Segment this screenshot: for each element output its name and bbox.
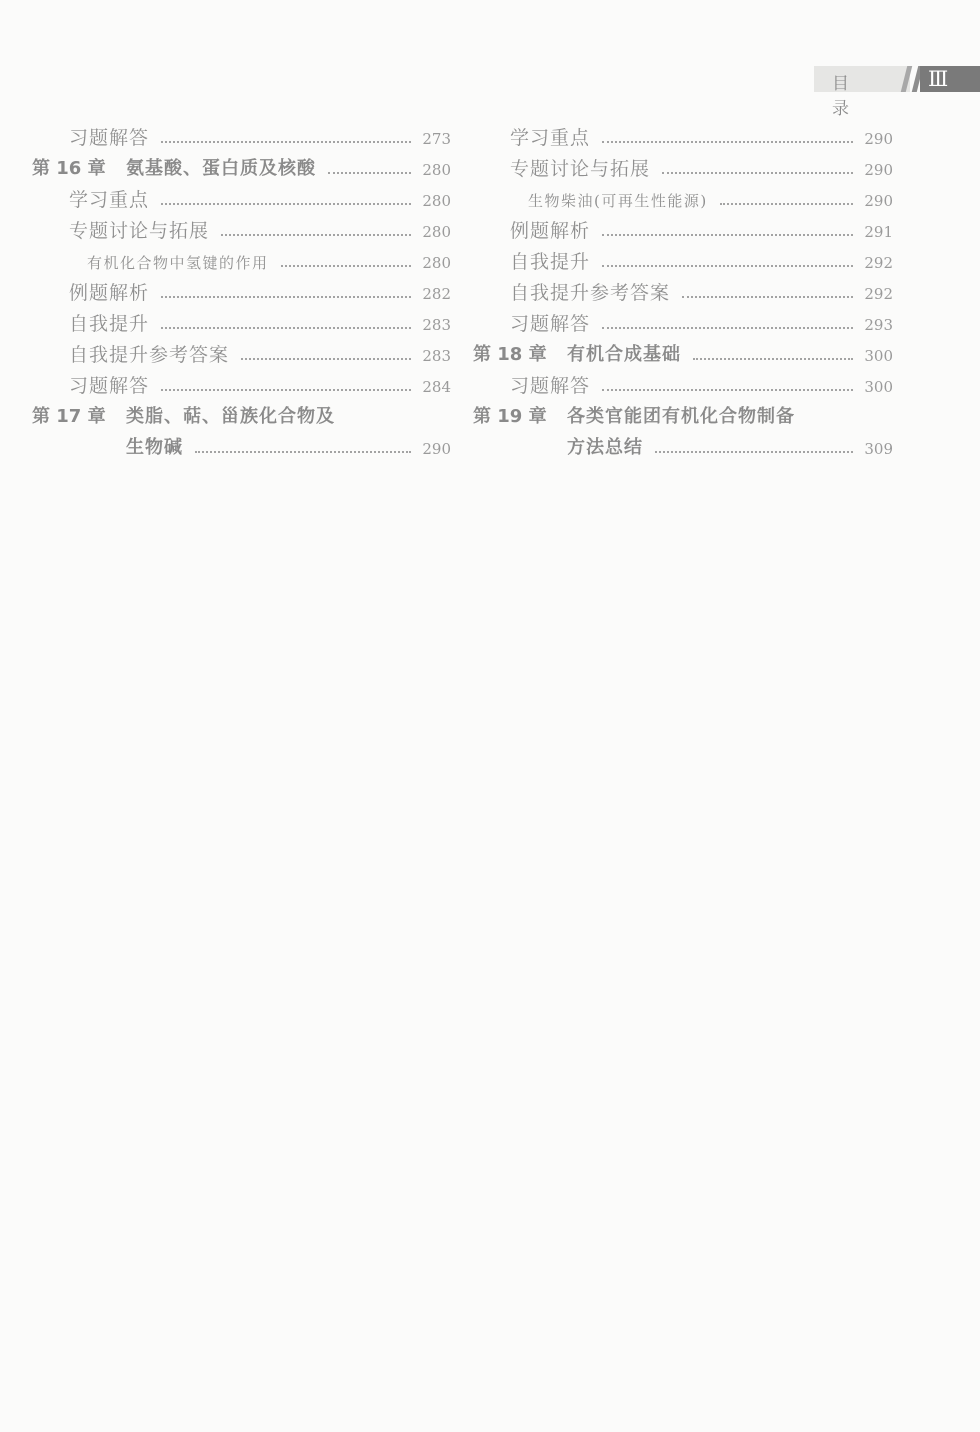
toc-entry[interactable] [473,151,893,182]
dot-leader [241,358,411,360]
dot-leader [161,203,411,205]
toc-subentry[interactable] [32,244,451,275]
dot-leader [602,141,853,143]
chapter-number: 第 17 章 [32,406,106,427]
toc-entry[interactable] [473,275,893,306]
toc-entry-title: 习题解答 [510,375,591,397]
toc-entry-title: 方法总结 [567,437,643,458]
toc-entry-title: 习题解答 [69,127,150,149]
section-label: 目 录 [832,74,867,119]
toc-entry[interactable] [473,306,893,337]
dot-leader [655,451,853,453]
dot-leader [161,296,411,298]
toc-entry-title: 习题解答 [69,375,150,397]
dot-leader [662,172,853,174]
toc-entry[interactable] [32,120,451,151]
toc-page-number: 280 [422,161,451,179]
toc-column-left [32,120,451,461]
toc-entry-title: 专题讨论与拓展 [510,158,651,180]
dot-leader [281,265,411,267]
toc-entry-title: 各类官能团有机化合物制备 [567,406,795,427]
toc-page-number: 280 [422,192,451,210]
toc-entry-title: 氨基酸、蛋白质及核酸 [126,158,316,179]
toc-entry-title: 自我提升 [69,313,150,335]
toc-entry-title: 有机化合物中氢键的作用 [87,254,269,272]
dot-leader [161,389,411,391]
toc-page-number: 280 [422,254,451,272]
toc-page-number: 292 [864,254,893,272]
toc-page-number: 273 [422,130,451,148]
toc-page-number: 300 [864,347,893,365]
toc-entry-title: 专题讨论与拓展 [69,220,210,242]
toc-page-number: 290 [422,440,451,458]
toc-page-number: 280 [422,223,451,241]
dot-leader [161,327,411,329]
toc-entry-title: 有机合成基础 [567,344,681,365]
toc-subentry[interactable] [473,182,893,213]
dot-leader [161,141,411,143]
toc-chapter[interactable] [473,399,893,430]
toc-entry-title: 习题解答 [510,313,591,335]
toc-entry[interactable] [473,244,893,275]
toc-entry-title: 类脂、萜、甾族化合物及 [126,406,335,427]
chapter-number: 第 16 章 [32,158,106,179]
toc-entry-title: 自我提升参考答案 [510,282,671,304]
toc-entry-title: 生物柴油(可再生性能源) [528,192,708,210]
page-number-box [920,66,980,92]
page-header [814,66,980,119]
dot-leader [602,327,853,329]
toc-column-right [473,120,893,461]
toc-entry[interactable] [32,368,451,399]
toc-page-number: 300 [864,378,893,396]
toc-entry-title: 生物碱 [126,437,183,458]
toc-entry-title: 例题解析 [510,220,591,242]
toc-entry-title: 例题解析 [69,282,150,304]
toc-page-number: 309 [864,440,893,458]
toc-entry-title: 自我提升 [510,251,591,273]
toc-entry[interactable] [473,213,893,244]
toc-entry[interactable] [473,368,893,399]
toc-page-number: 284 [422,378,451,396]
dot-leader [221,234,411,236]
toc-entry[interactable] [32,337,451,368]
toc-page-number: 282 [422,285,451,303]
chapter-number: 第 19 章 [473,406,547,427]
toc-entry-title: 自我提升参考答案 [69,344,230,366]
toc-page-number: 293 [864,316,893,334]
chapter-number: 第 18 章 [473,344,547,365]
toc-entry[interactable] [473,120,893,151]
toc-chapter-continuation[interactable] [32,430,451,461]
dot-leader [328,172,411,174]
page-number: Ⅲ [928,67,948,91]
dot-leader [602,234,853,236]
toc-page-number: 292 [864,285,893,303]
dot-leader [693,358,853,360]
header-bar [814,66,910,119]
dot-leader [195,451,411,453]
dot-leader [602,265,853,267]
dot-leader [602,389,853,391]
toc-chapter-continuation[interactable] [473,430,893,461]
toc-page-number: 283 [422,347,451,365]
toc-page-number: 283 [422,316,451,334]
toc-entry[interactable] [32,182,451,213]
toc-page-number: 290 [864,130,893,148]
toc-page-number: 290 [864,192,893,210]
toc-page-number: 290 [864,161,893,179]
toc-entry[interactable] [32,275,451,306]
toc-chapter[interactable] [32,151,451,182]
toc-chapter[interactable] [473,337,893,368]
dot-leader [720,203,853,205]
toc-chapter[interactable] [32,399,451,430]
toc-entry[interactable] [32,306,451,337]
toc-entry-title: 学习重点 [510,127,591,149]
toc-entry-title: 学习重点 [69,189,150,211]
dot-leader [682,296,853,298]
toc-page-number: 291 [864,223,893,241]
toc-entry[interactable] [32,213,451,244]
